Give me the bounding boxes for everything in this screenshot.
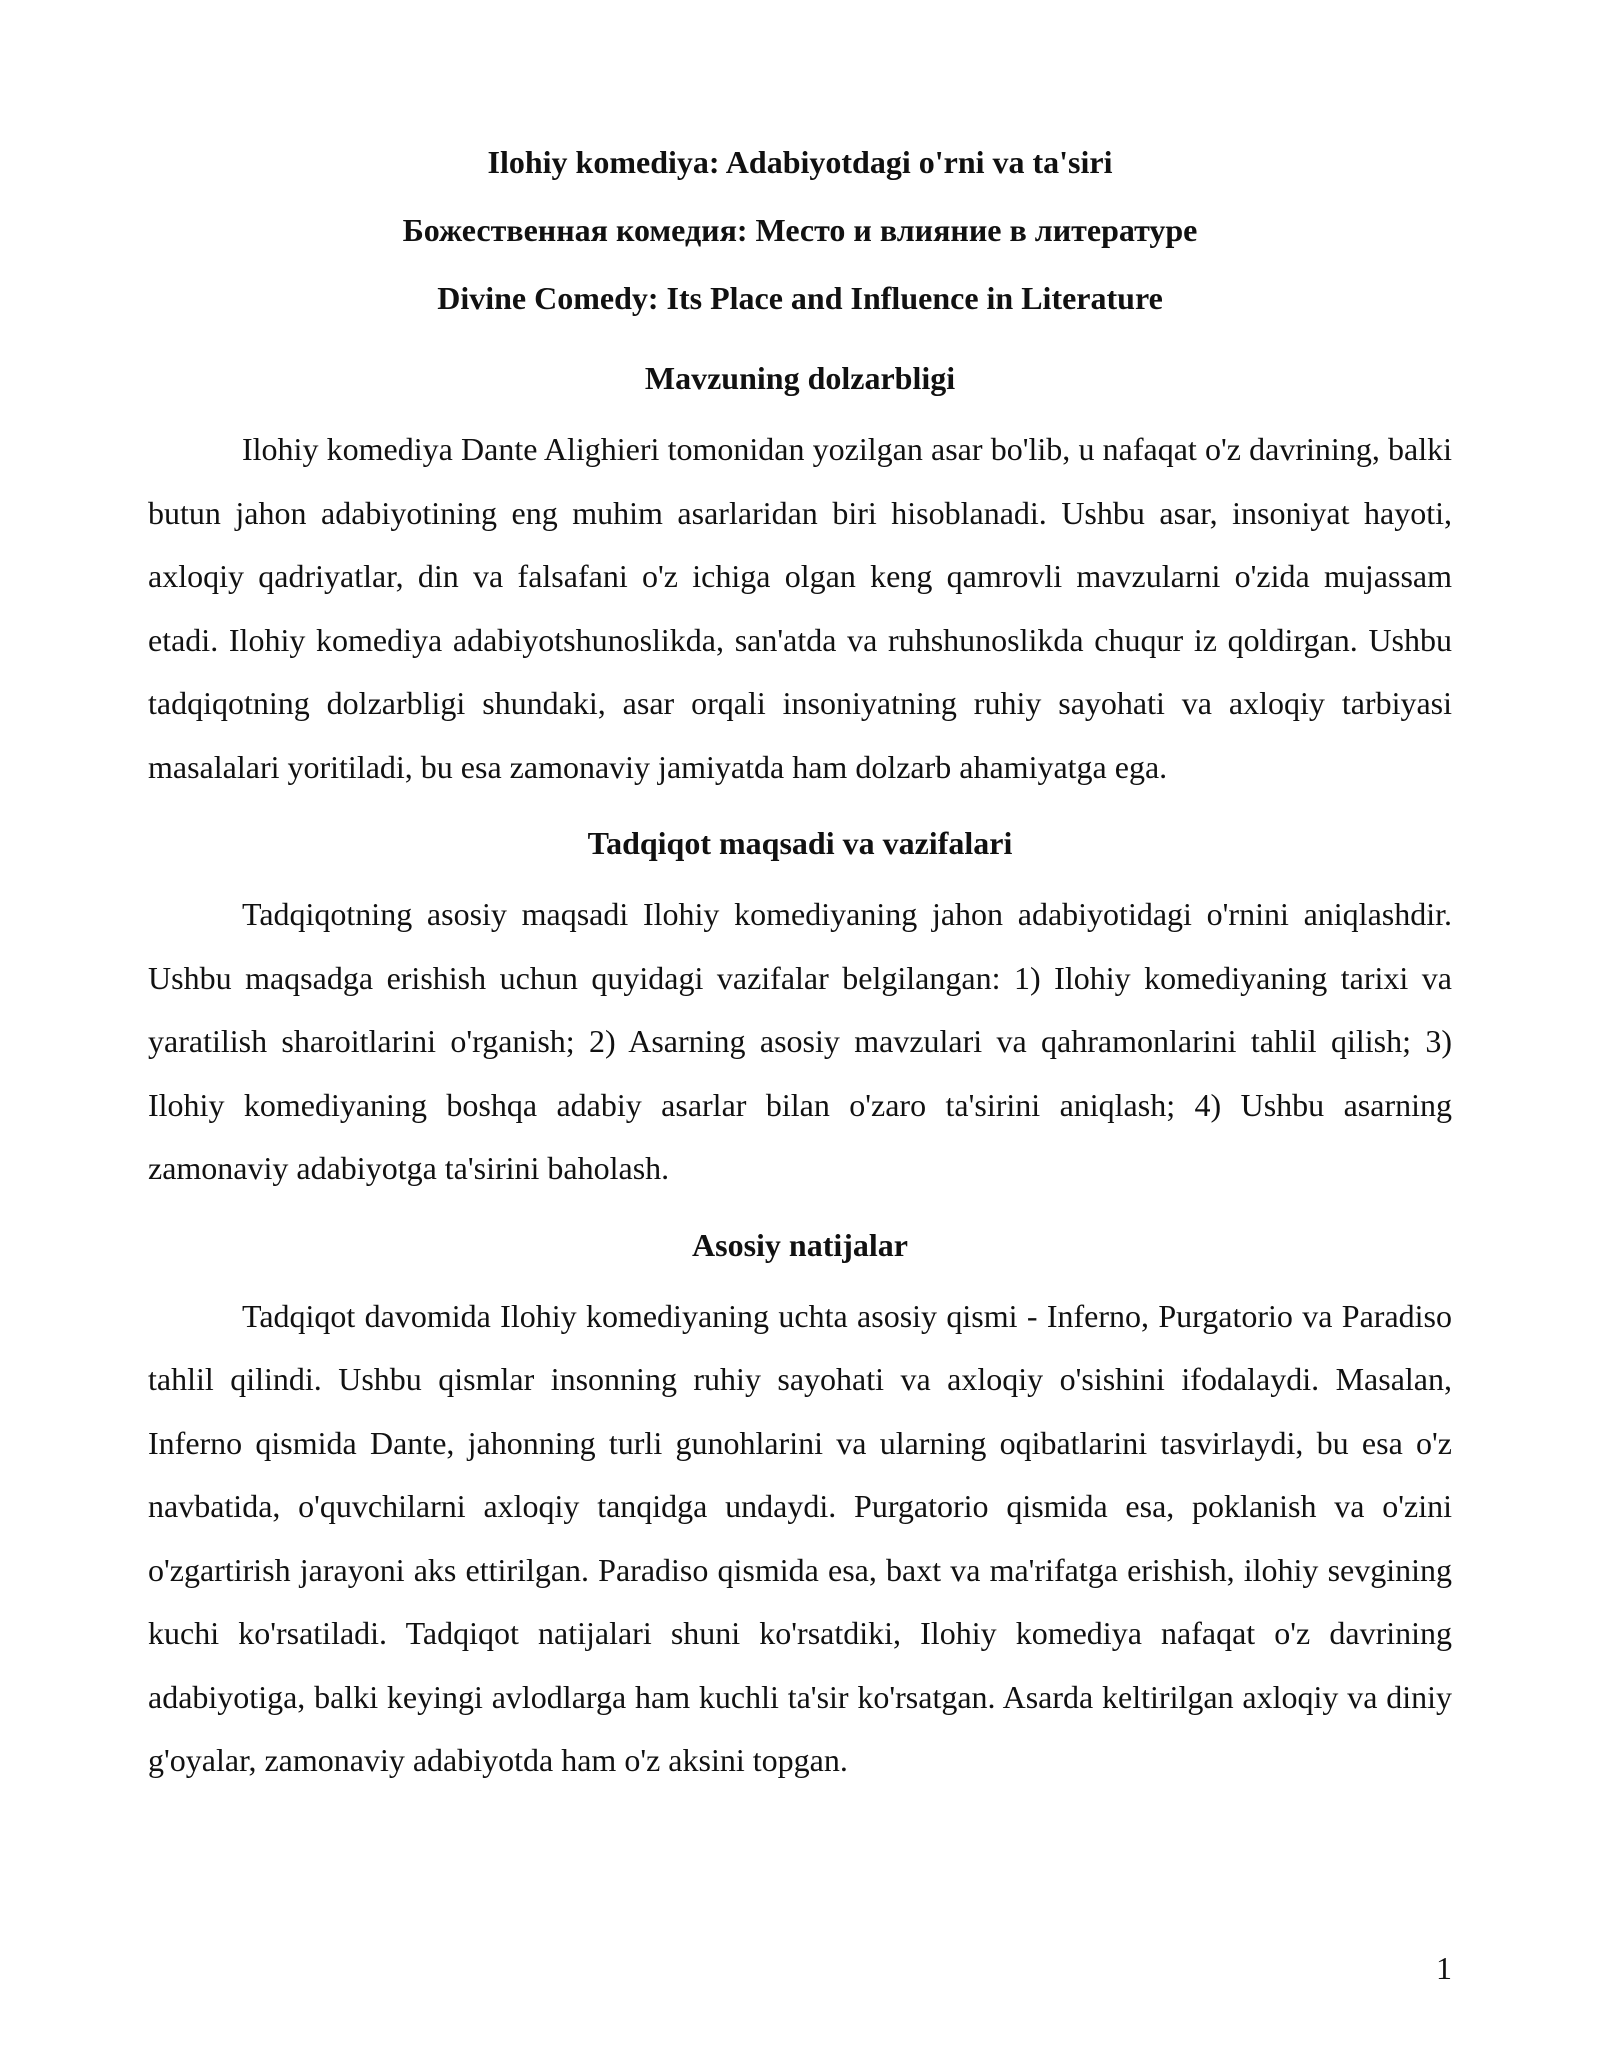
- section-heading: Mavzuning dolzarbligi: [644, 360, 956, 396]
- title-russian: Божественная комедия: Место и влияние в литературе: [402, 212, 1198, 248]
- section-paragraph: Ilohiy komediya Dante Alighieri tomonidan yozilgan asar bo'lib, u nafaqat o'z davrining, balki butun jahon adabiyotining eng muhim asarlaridan biri hisoblanadi. Ushbu asar, insoniyat hayoti, axloqiy qadriyatlar, din va falsafani o'z ichiga olgan keng qamrovli mavzularni o'zida mujassam etadi. Ilohiy komediya adabiyotshunoslikda, san'atda va ruhshunoslikda chuqur iz qoldirgan. Ushbu tadqiqotning dolzarbligi shundaki, asar orqali insoniyatning ruhiy sayohati va axloqiy tarbiyasi masalalari yoritiladi, bu esa zamonaviy jamiyatda ham dolzarb ahamiyatga ega.: [148, 431, 1452, 785]
- document-content: [148, 140, 1452, 1815]
- section-paragraph: Tadqiqotning asosiy maqsadi Ilohiy komediyaning jahon adabiyotidagi o'rnini aniqlashdir. Ushbu maqsadga erishish uchun quyidagi vazifalar belgilangan: 1) Ilohiy komediyaning tarixi va yaratilish sharoitlarini o'rganish; 2) Asarning asosiy mavzulari va qahramonlarini tahlil qilish; 3) Ilohiy komediyaning boshqa adabiy asarlar bilan o'zaro ta'sirini aniqlash; 4) Ushbu asarning zamonaviy adabiyotga ta'sirini baholash.: [148, 896, 1452, 1186]
- title-uzbek: Ilohiy komediya: Adabiyotdagi o'rni va ta'siri: [487, 144, 1113, 180]
- section-paragraph: Tadqiqot davomida Ilohiy komediyaning uchta asosiy qismi - Inferno, Purgatorio va Paradiso tahlil qilindi. Ushbu qismlar insonning ruhiy sayohati va axloqiy o'sishini ifodalaydi. Masalan, Inferno qismida Dante, jahonning turli gunohlarini va ularning oqibatlarini tasvirlaydi, bu esa o'z navbatida, o'quvchilarni axloqiy tanqidga undaydi. Purgatorio qismida esa, poklanish va o'zini o'zgartirish jarayoni aks ettirilgan. Paradiso qismida esa, baxt va ma'rifatga erishish, ilohiy sevgining kuchi ko'rsatiladi. Tadqiqot natijalari shuni ko'rsatdiki, Ilohiy komediya nafaqat o'z davrining adabiyotiga, balki keyingi avlodlarga ham kuchli ta'sir ko'rsatgan. Asarda keltirilgan axloqiy va diniy g'oyalar, zamonaviy adabiyotda ham o'z aksini topgan.: [148, 1297, 1452, 1778]
- title-english: Divine Comedy: Its Place and Influence in Literature: [437, 280, 1163, 316]
- section-goals: [148, 821, 1452, 1201]
- section-heading: Asosiy natijalar: [692, 1226, 908, 1263]
- section-relevance: [148, 356, 1452, 799]
- section-results: [148, 1223, 1452, 1793]
- page-number: 1: [1436, 1950, 1452, 1986]
- section-heading: Tadqiqot maqsadi va vazifalari: [587, 825, 1013, 861]
